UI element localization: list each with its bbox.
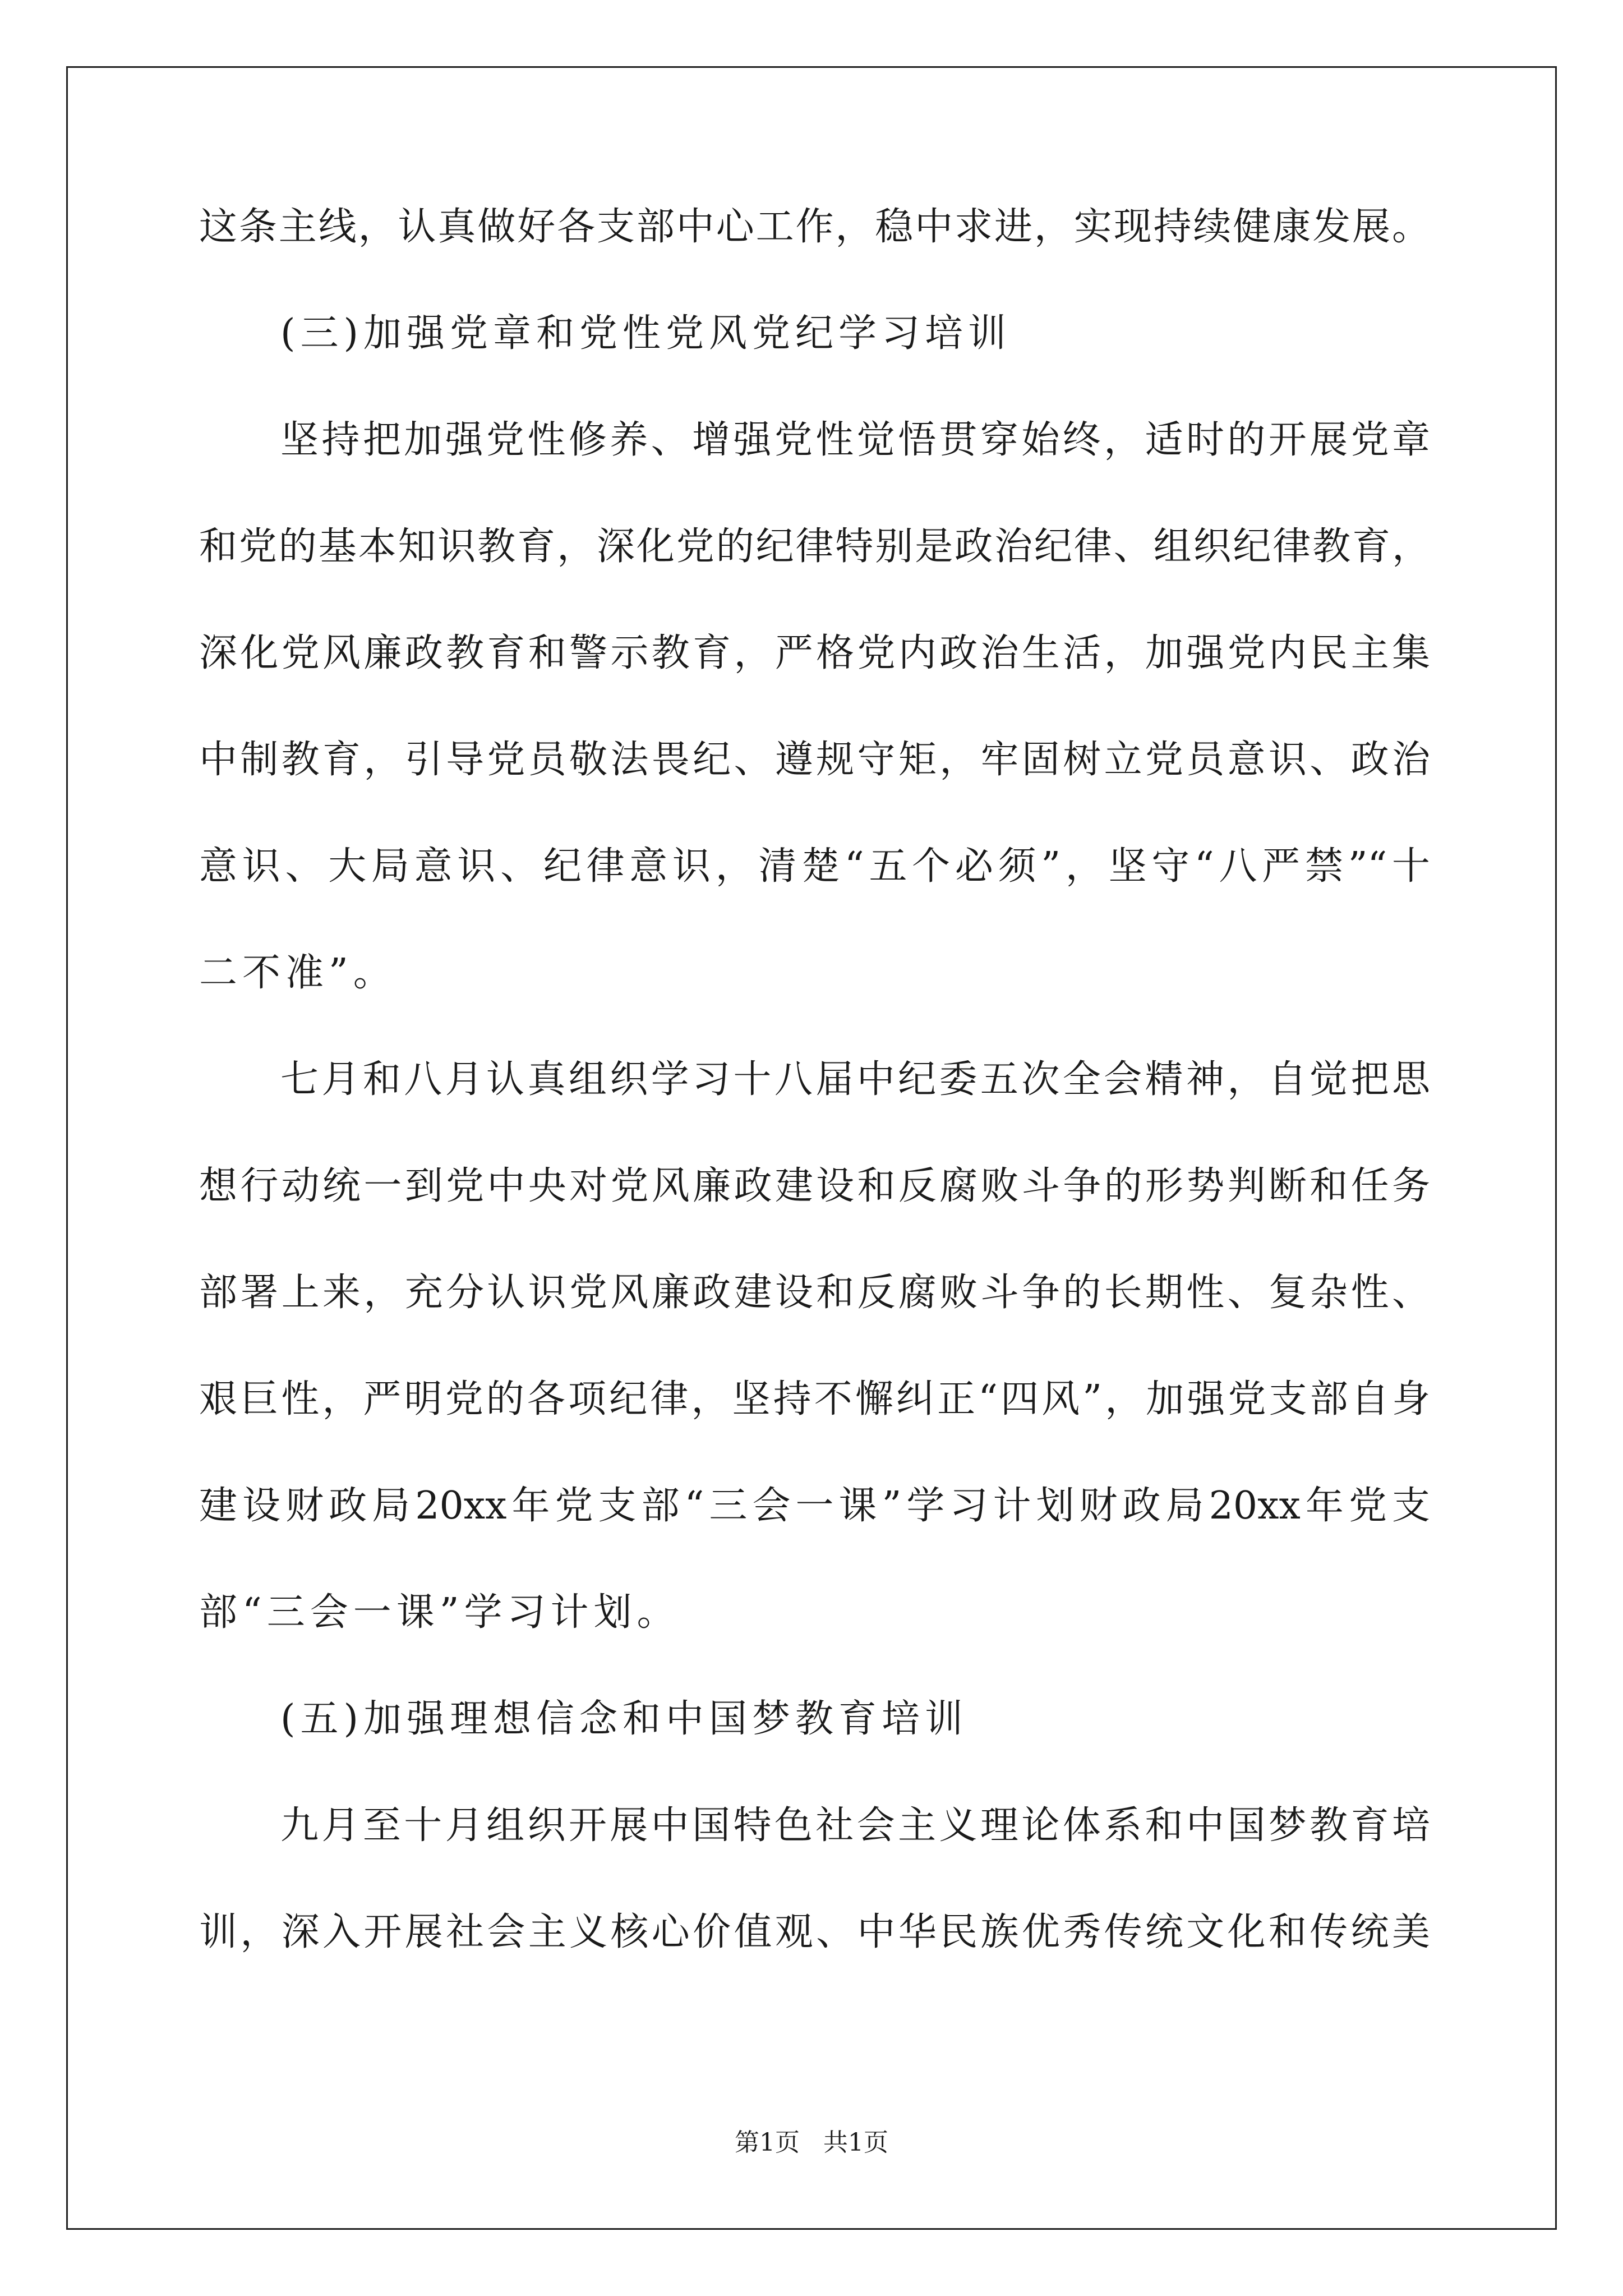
page-number-current: 第1页 xyxy=(735,2128,800,2157)
text-line-12: 艰巨性，严明党的各项纪律，坚持不懈纠正“四风”，加强党支部自身 xyxy=(199,1377,1430,1421)
text-line-3: 坚持把加强党性修养、增强党性觉悟贯穿始终，适时的开展党章 xyxy=(280,418,1430,462)
text-line-4: 和党的基本知识教育，深化党的纪律特别是政治纪律、组织纪律教育， xyxy=(199,524,1430,569)
text-line-7: 意识、大局意识、纪律意识，清楚“五个必须”，坚守“八严禁”“十 xyxy=(199,844,1430,889)
text-line-1: 这条主线，认真做好各支部中心工作，稳中求进，实现持续健康发展。 xyxy=(199,205,1430,249)
page-number-total: 共1页 xyxy=(823,2128,888,2157)
text-line-10: 想行动统一到党中央对党风廉政建设和反腐败斗争的形势判断和任务 xyxy=(199,1164,1430,1208)
text-line-17: 训，深入开展社会主义核心价值观、中华民族优秀传统文化和传统美 xyxy=(199,1910,1430,1954)
section-heading-5: (五)加强理想信念和中国梦教育培训 xyxy=(280,1697,969,1741)
text-line-16: 九月至十月组织开展中国特色社会主义理论体系和中国梦教育培 xyxy=(280,1803,1430,1848)
text-line-14: 部“三会一课”学习计划。 xyxy=(199,1590,680,1635)
text-line-8: 二不准”。 xyxy=(199,951,396,995)
page-border xyxy=(66,66,1557,2230)
page-footer xyxy=(0,2126,1623,2160)
text-line-5: 深化党风廉政教育和警示教育，严格党内政治生活，加强党内民主集 xyxy=(199,631,1430,675)
text-line-11: 部署上来，充分认识党风廉政建设和反腐败斗争的长期性、复杂性、 xyxy=(199,1271,1430,1315)
text-line-13: 建设财政局20xx年党支部“三会一课”学习计划财政局20xx年党支 xyxy=(199,1484,1430,1528)
text-line-6: 中制教育，引导党员敬法畏纪、遵规守矩，牢固树立党员意识、政治 xyxy=(199,738,1430,782)
text-line-9: 七月和八月认真组织学习十八届中纪委五次全会精神，自觉把思 xyxy=(280,1057,1430,1102)
section-heading-3: (三)加强党章和党性党风党纪学习培训 xyxy=(280,311,1012,356)
